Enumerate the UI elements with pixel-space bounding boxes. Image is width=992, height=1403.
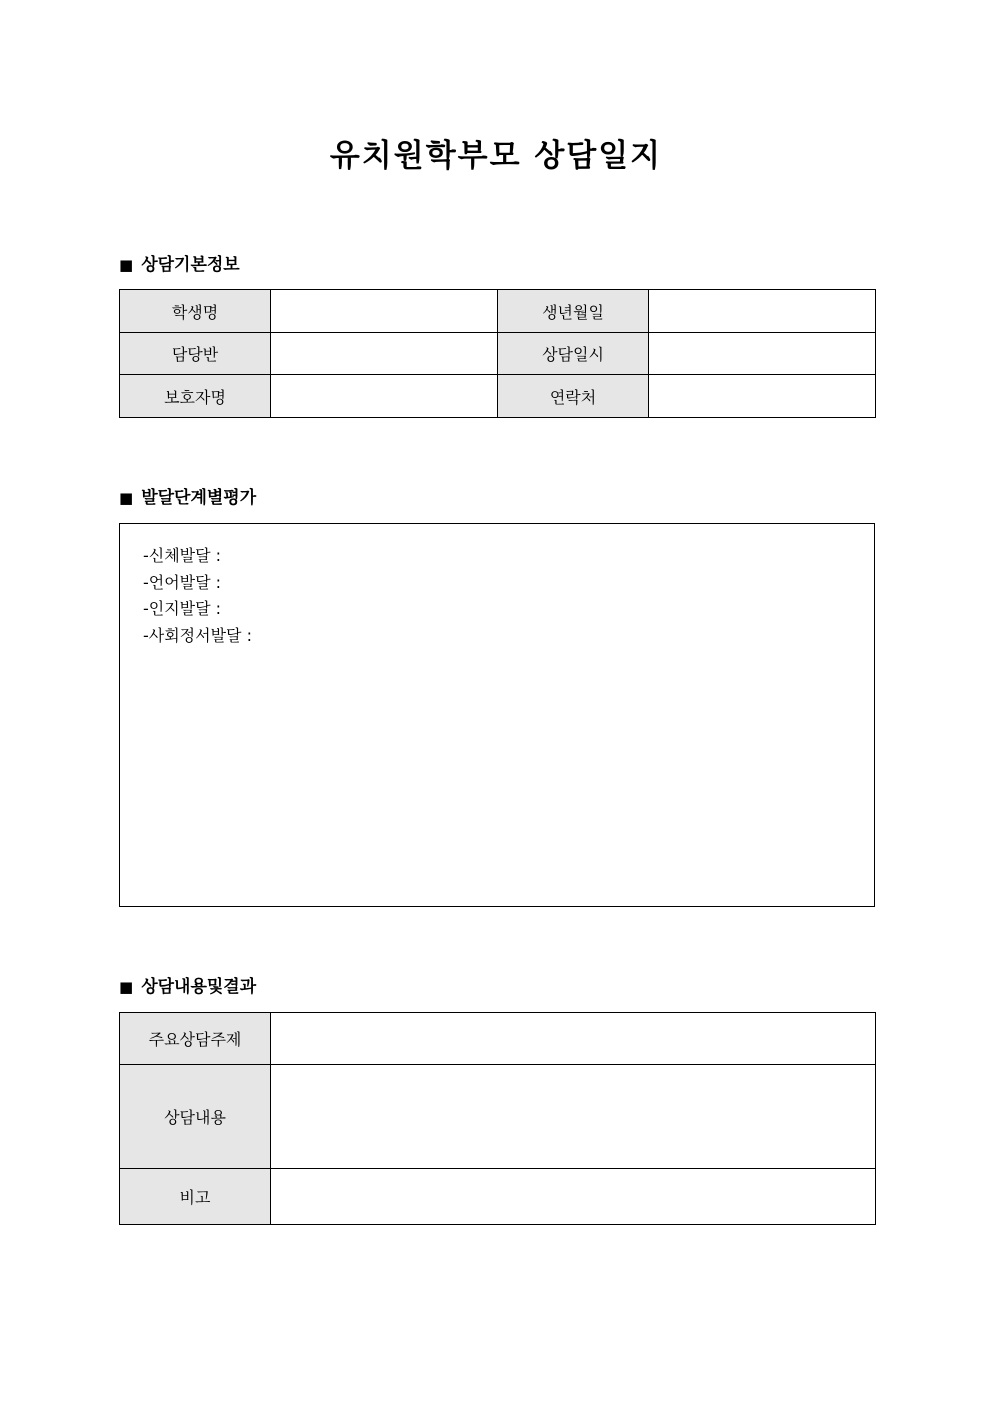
basic-info-heading-text: 상담기본정보 xyxy=(141,255,240,275)
consultation-heading xyxy=(119,975,256,999)
remarks-field[interactable] xyxy=(271,1169,876,1225)
table-row xyxy=(120,1065,876,1169)
development-heading-text: 발달단계별평가 xyxy=(141,488,257,508)
language-development-line: -언어발달 : xyxy=(143,572,222,592)
table-row xyxy=(120,290,876,333)
basic-info-table xyxy=(119,289,876,418)
table-row xyxy=(120,1013,876,1065)
development-lines xyxy=(143,543,252,649)
consultation-heading-text: 상담내용및결과 xyxy=(141,977,257,997)
square-bullet-icon: ■ xyxy=(119,978,134,996)
development-heading xyxy=(119,486,256,510)
page-title: 유치원학부모 상담일지 xyxy=(329,138,663,174)
student-name-field[interactable] xyxy=(271,290,498,333)
table-row xyxy=(120,375,876,418)
basic-info-heading xyxy=(119,253,240,277)
guardian-name-label: 보호자명 xyxy=(120,375,271,418)
social-emotional-development-line: -사회정서발달 : xyxy=(143,625,252,645)
class-label: 담당반 xyxy=(120,333,271,375)
birthdate-label: 생년월일 xyxy=(498,290,649,333)
physical-development-line: -신체발달 : xyxy=(143,546,222,565)
main-topic-label: 주요상담주제 xyxy=(120,1013,271,1065)
consult-content-label: 상담내용 xyxy=(120,1065,271,1169)
square-bullet-icon: ■ xyxy=(119,256,134,274)
consultation-table xyxy=(119,1012,876,1225)
square-bullet-icon: ■ xyxy=(119,489,134,507)
birthdate-field[interactable] xyxy=(649,290,876,333)
cognitive-development-line: -인지발달 : xyxy=(143,599,222,618)
development-box[interactable] xyxy=(119,523,875,907)
contact-label: 연락처 xyxy=(498,375,649,418)
main-topic-field[interactable] xyxy=(271,1013,876,1065)
consult-content-field[interactable] xyxy=(271,1065,876,1169)
student-name-label: 학생명 xyxy=(120,290,271,333)
contact-field[interactable] xyxy=(649,375,876,418)
guardian-name-field[interactable] xyxy=(271,375,498,418)
table-row xyxy=(120,1169,876,1225)
consult-datetime-field[interactable] xyxy=(649,333,876,375)
consult-datetime-label: 상담일시 xyxy=(498,333,649,375)
remarks-label: 비고 xyxy=(120,1169,271,1225)
table-row xyxy=(120,333,876,375)
class-field[interactable] xyxy=(271,333,498,375)
